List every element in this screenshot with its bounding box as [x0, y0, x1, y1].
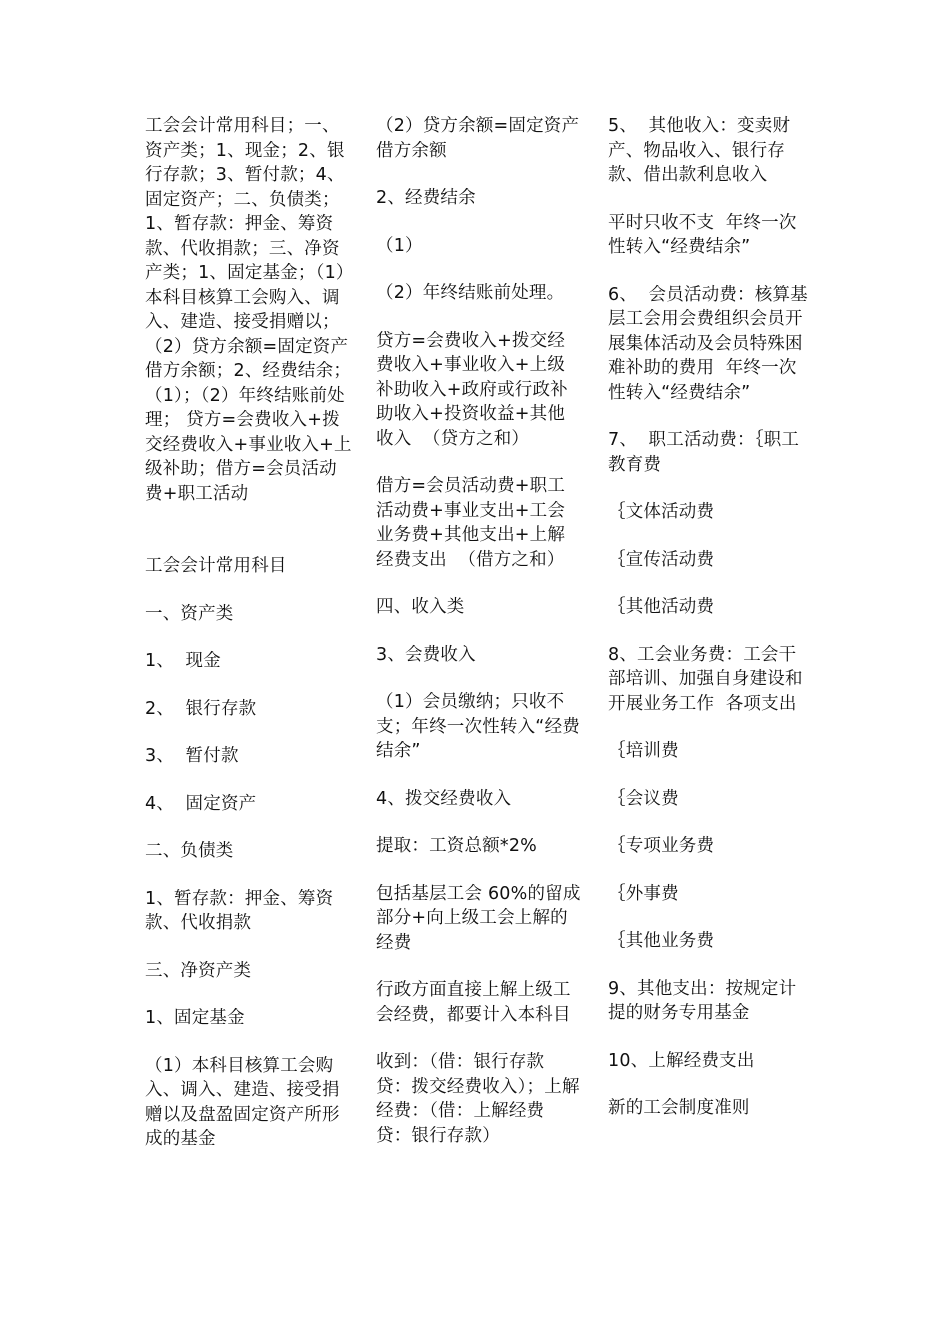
sub-item: ｛宣传活动费	[608, 549, 715, 570]
list-item: 7、 职工活动费：｛职工教育费	[608, 430, 800, 475]
list-item: 行政方面直接上解上级工会经费，都要计入本科目	[376, 980, 571, 1025]
list-item: 1、 现金	[145, 651, 221, 671]
formula-paragraph: 借方=会员活动费+职工活动费+事业支出+工会业务费+其他支出+上解经费支出 （借方之和）	[376, 476, 566, 570]
list-item: 1、固定基金	[145, 1008, 245, 1028]
list-item: 提取：工资总额*2%	[376, 836, 538, 856]
section-heading: 工会会计常用科目	[145, 556, 287, 576]
summary-paragraph: 工会会计常用科目；一、资产类；1、现金；2、银行存款；3、暂付款；4、固定资产；二、负债类；1、暂存款：押金、筹资款、代收捐款；三、净资产类；1、固定基金；（1）本科目核算工会购入、调入、建造、接受捐赠以；（2）贷方余额=固定资产借方余额；2、经费结余；（1）；（2）年终结账前处理； 贷方=会费收入+拨交经费收入+事业收入+上级补助；借方=会员活动费+职工活动	[145, 116, 352, 504]
list-item: 4、 固定资产	[145, 793, 257, 814]
list-item: 6、 会员活动费：核算基层工会用会费组织会员开展集体活动及会员特殊困难补助的费用 年终一次性转入“经费结余”	[608, 284, 808, 403]
list-item: 4、拨交经费收入	[376, 788, 512, 809]
category-heading: 一、资产类	[145, 603, 234, 624]
list-item: 包括基层工会 60%的留成部分+向上级工会上解的经费	[376, 883, 581, 953]
category-heading: 二、负债类	[145, 841, 234, 861]
list-item: 9、其他支出：按规定计提的财务专用基金	[608, 978, 797, 1023]
list-item: （2）年终结账前处理。	[376, 283, 565, 303]
sub-item: ｛文体活动费	[608, 502, 715, 522]
text-column-3	[608, 114, 810, 1144]
list-item: 平时只收不支 年终一次性转入“经费结余”	[608, 212, 797, 257]
list-item: （2）贷方余额=固定资产借方余额	[376, 116, 580, 161]
sub-item: ｛专项业务费	[608, 836, 715, 856]
list-item: 新的工会制度准则	[608, 1098, 750, 1118]
sub-item: ｛培训费	[608, 741, 679, 761]
list-item: 8、工会业务费：工会干部培训、加强自身建设和开展业务工作 各项支出	[608, 644, 803, 714]
list-item: （1）会员缴纳；只收不支；年终一次性转入“经费结余”	[376, 692, 580, 761]
sub-item: ｛其他业务费	[608, 931, 715, 951]
list-item: 1、暂存款：押金、筹资款、代收捐款	[145, 888, 334, 933]
list-item: 10、上解经费支出	[608, 1050, 755, 1071]
list-item: （1）本科目核算工会购入、调入、建造、接受捐赠以及盘盈固定资产所形成的基金	[145, 1055, 340, 1149]
list-item: 5、 其他收入：变卖财产、物品收入、银行存款、借出款利息收入	[608, 116, 791, 185]
sub-item: ｛其他活动费	[608, 597, 715, 617]
list-item: 2、经费结余	[376, 188, 476, 208]
category-heading: 四、收入类	[376, 597, 465, 617]
category-heading: 三、净资产类	[145, 960, 252, 981]
sub-item: ｛会议费	[608, 788, 679, 809]
list-item: 3、 暂付款	[145, 746, 239, 766]
list-item: （1）	[376, 235, 423, 256]
sub-item: ｛外事费	[608, 883, 679, 904]
text-column-2	[376, 114, 581, 1171]
list-item: 2、 银行存款	[145, 698, 257, 719]
list-item: 3、会费收入	[376, 644, 476, 665]
text-column-1	[145, 114, 353, 1175]
list-item: 收到：（借：银行存款 贷：拨交经费收入）；上解经费：（借：上解经费 贷：银行存款）	[376, 1052, 580, 1146]
formula-paragraph: 贷方=会费收入+拨交经费收入+事业收入+上级补助收入+政府或行政补助收入+投资收益+其他收入 （贷方之和）	[376, 330, 568, 449]
